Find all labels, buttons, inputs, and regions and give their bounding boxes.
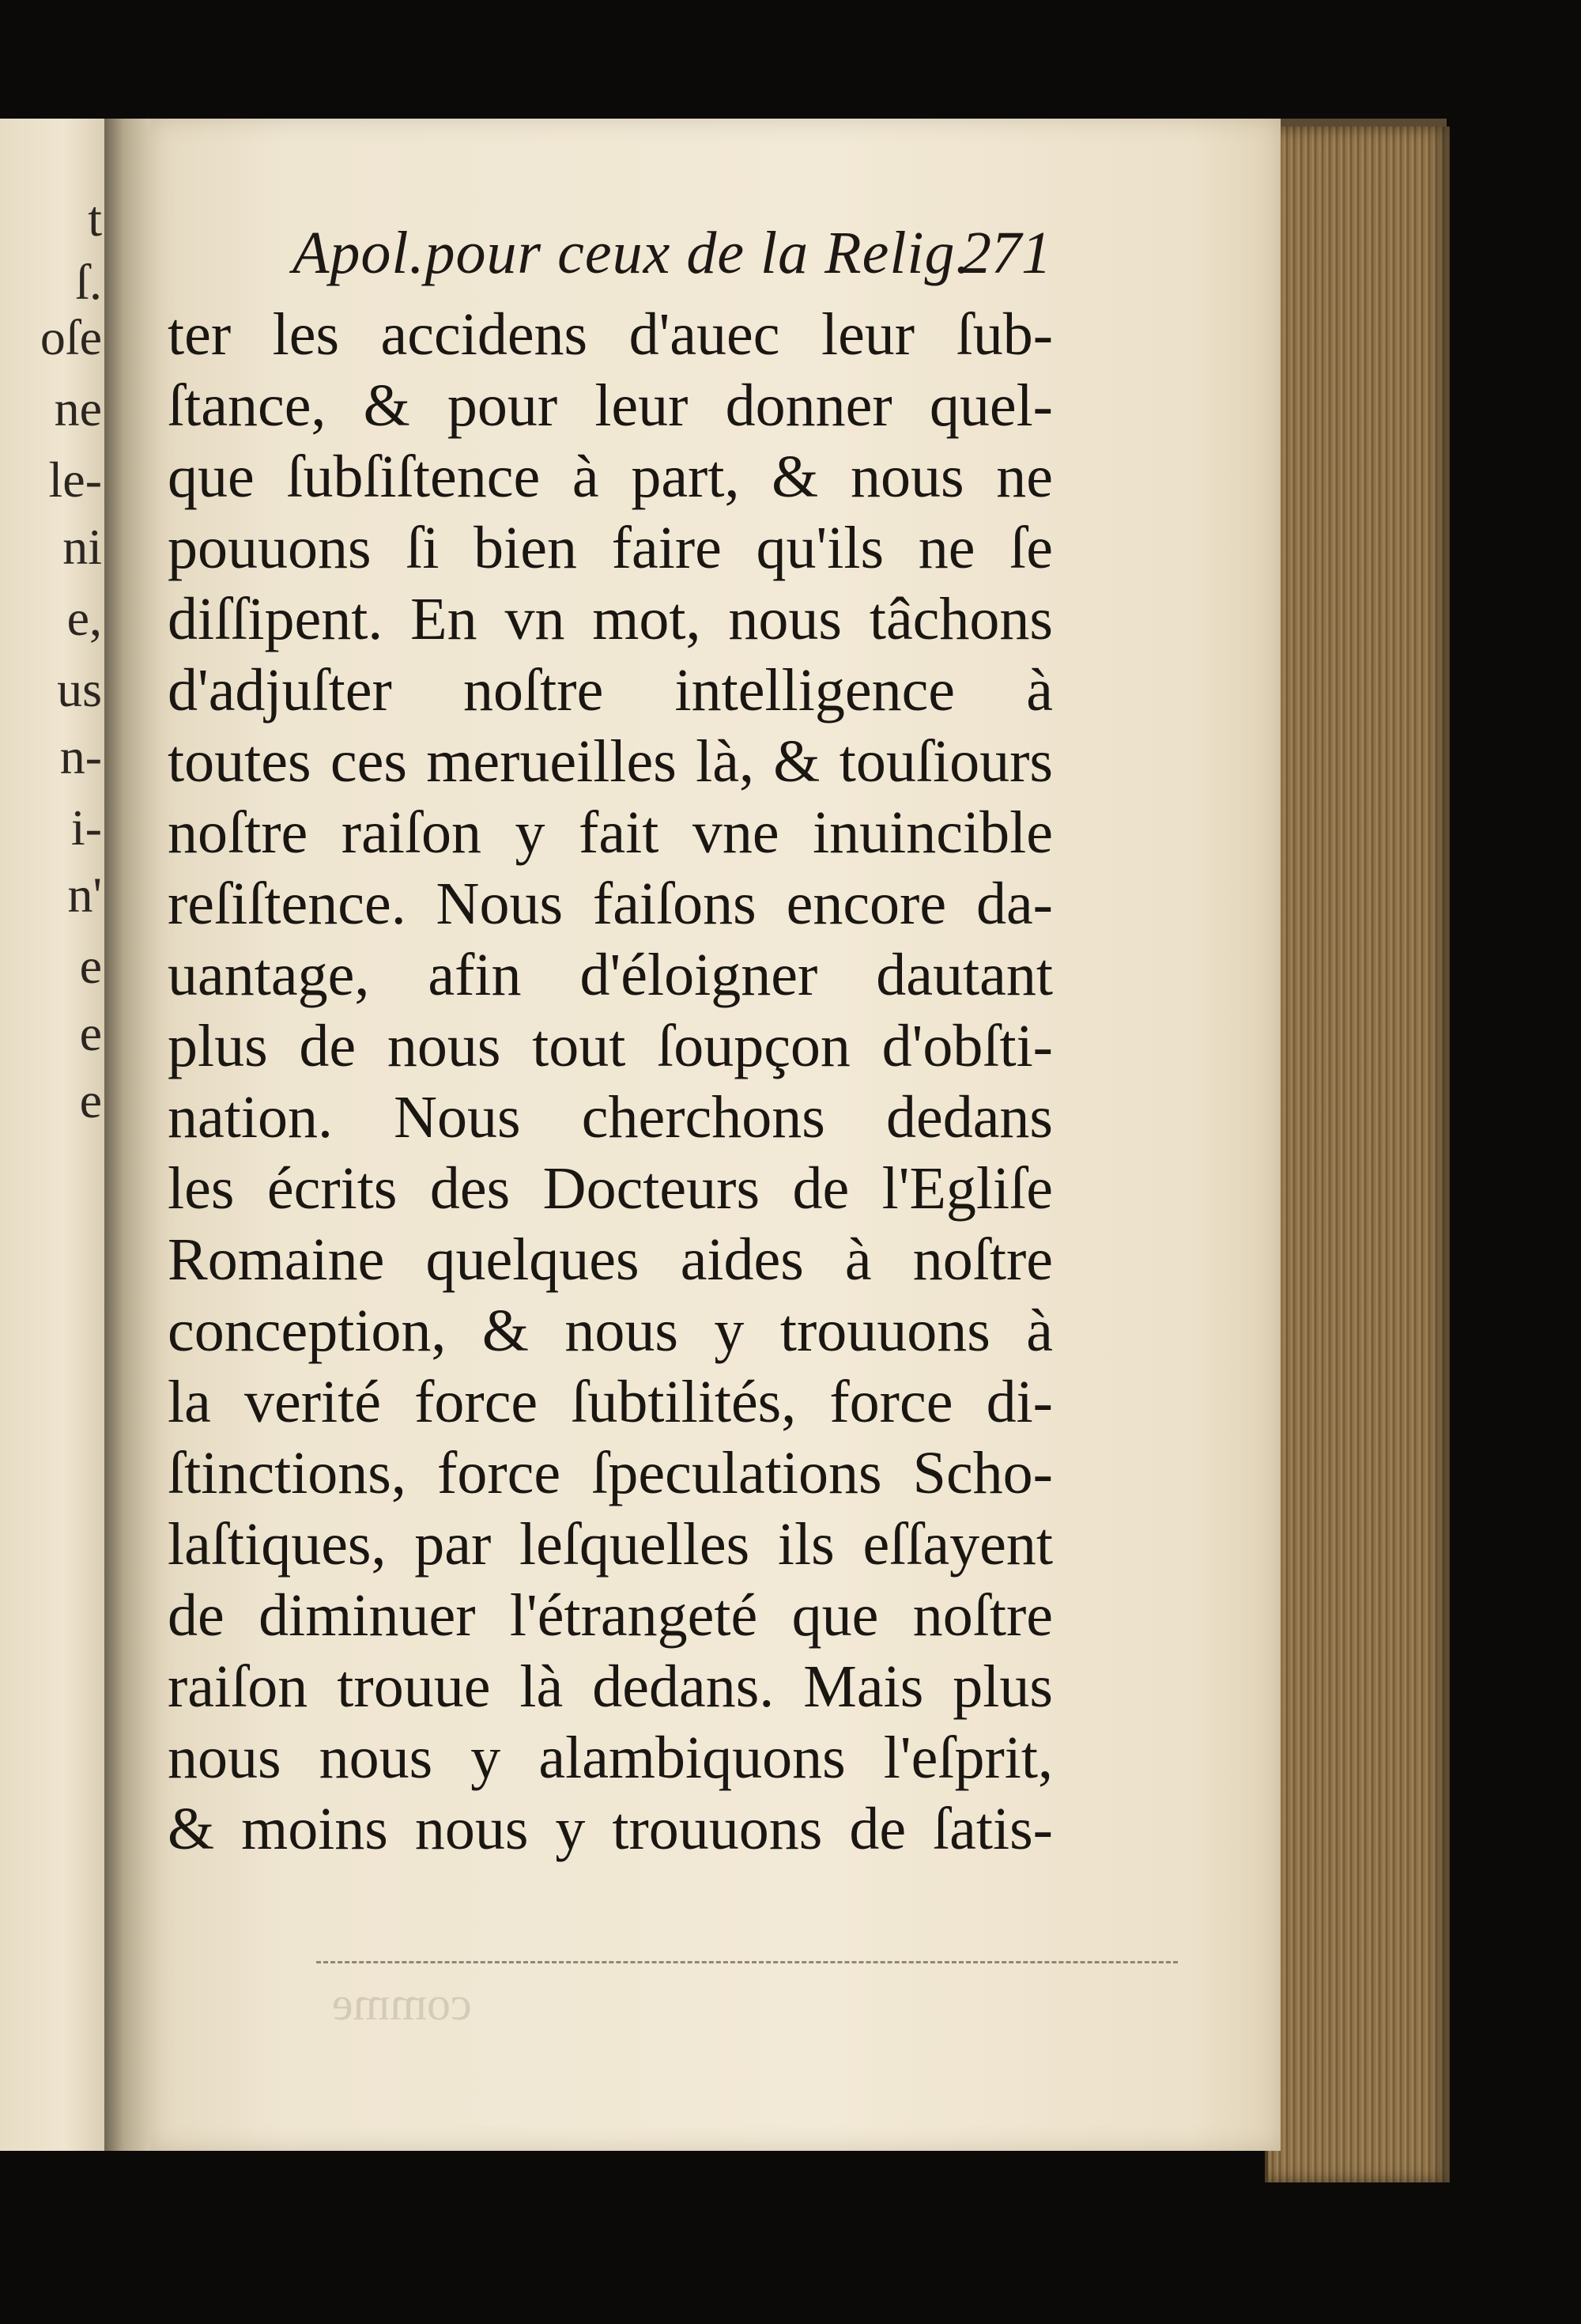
left-page-fragment: le- — [48, 455, 102, 505]
text-line: de diminuer l'étrangeté que noſtre — [168, 1582, 1053, 1649]
left-page-fragment: n' — [67, 870, 102, 920]
left-page-fragment: e — [79, 941, 102, 992]
bottom-rule — [316, 1961, 1178, 1963]
text-line: ſtinctions, force ſpeculations Scho- — [168, 1440, 1053, 1506]
text-line: ſtance, & pour leur donner quel- — [168, 372, 1053, 439]
text-line: les écrits des Docteurs de l'Egliſe — [168, 1155, 1053, 1222]
text-line: laſtiques, par leſquelles ils eſſayent — [168, 1511, 1053, 1578]
book-fore-edge — [1265, 127, 1450, 2182]
text-line: raiſon trouue là dedans. Mais plus — [168, 1653, 1053, 1720]
text-line: diſſipent. En vn mot, nous tâchons — [168, 586, 1053, 652]
text-line: noſtre raiſon y fait vne inuincible — [168, 799, 1053, 866]
left-page-fragment: t — [88, 194, 102, 244]
text-line: reſiſtence. Nous faiſons encore da- — [168, 871, 1053, 937]
text-line: que ſubſiſtence à part, & nous ne — [168, 444, 1053, 510]
left-page-fragment: ne — [54, 384, 102, 434]
text-line: pouuons ſi bien faire qu'ils ne ſe — [168, 515, 1053, 581]
left-page-fragment: oſe — [40, 312, 102, 363]
bleed-through-text: comme — [332, 1978, 472, 2030]
left-page-fragment: ſ. — [75, 257, 102, 308]
running-head: Apol.pour ceux de la Relig. — [292, 220, 972, 286]
text-line: Romaine quelques aides à noſtre — [168, 1226, 1053, 1293]
text-line: conception, & nous y trouuons à — [168, 1298, 1053, 1364]
text-line: la verité force ſubtilités, force di- — [168, 1369, 1053, 1435]
text-line: nation. Nous cherchons dedans — [168, 1084, 1053, 1151]
text-line: toutes ces merueilles là, & touſiours — [168, 728, 1053, 795]
text-line: & moins nous y trouuons de ſatis- — [168, 1796, 1053, 1862]
left-page-fragment: us — [57, 664, 102, 715]
text-line: ter les accidens d'auec leur ſub- — [168, 301, 1053, 368]
left-page-fragment: e — [79, 1008, 102, 1059]
body-text — [168, 299, 1053, 1865]
left-page — [0, 119, 109, 2151]
left-page-fragment: n- — [59, 731, 102, 782]
text-line: uantage, afin d'éloigner dautant — [168, 942, 1053, 1008]
left-page-fragment: e — [79, 1075, 102, 1126]
text-line: d'adjuſter noſtre intelligence à — [168, 657, 1053, 724]
page-header — [292, 214, 1051, 300]
left-page-fragment: i- — [70, 803, 102, 853]
left-page-fragment: e, — [66, 593, 102, 644]
text-line: nous nous y alambiquons l'eſprit, — [168, 1725, 1053, 1791]
page-number: 271 — [961, 220, 1051, 286]
left-page-fragment: ni — [62, 522, 102, 572]
text-line: plus de nous tout ſoupçon d'obſti- — [168, 1013, 1053, 1079]
